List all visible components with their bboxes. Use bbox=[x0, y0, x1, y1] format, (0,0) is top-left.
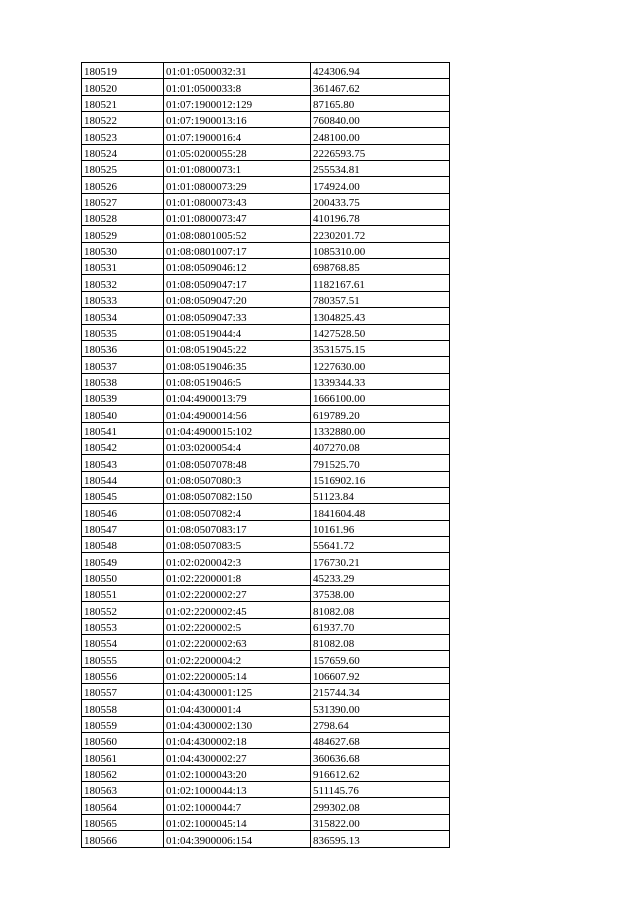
table-row bbox=[82, 749, 450, 765]
table-row bbox=[82, 95, 450, 111]
cadastral-number-cell: 01:01:0800073:29 bbox=[164, 177, 311, 193]
value-cell: 511145.76 bbox=[311, 782, 450, 798]
cadastral-number-cell: 01:02:1000043:20 bbox=[164, 765, 311, 781]
table-body bbox=[82, 63, 450, 848]
cadastral-number-cell: 01:04:4900014:56 bbox=[164, 406, 311, 422]
cadastral-number-cell: 01:04:4900013:79 bbox=[164, 389, 311, 405]
row-id-cell: 180530 bbox=[82, 242, 164, 258]
value-cell: 1304825.43 bbox=[311, 308, 450, 324]
table-row bbox=[82, 504, 450, 520]
row-id-cell: 180566 bbox=[82, 831, 164, 847]
table-row bbox=[82, 602, 450, 618]
value-cell: 360636.68 bbox=[311, 749, 450, 765]
table-row bbox=[82, 193, 450, 209]
table-row bbox=[82, 422, 450, 438]
row-id-cell: 180563 bbox=[82, 782, 164, 798]
value-cell: 55641.72 bbox=[311, 536, 450, 552]
value-cell: 299302.08 bbox=[311, 798, 450, 814]
table-row bbox=[82, 536, 450, 552]
value-cell: 760840.00 bbox=[311, 112, 450, 128]
cadastral-number-cell: 01:02:1000044:13 bbox=[164, 782, 311, 798]
table-row bbox=[82, 798, 450, 814]
cadastral-number-cell: 01:01:0800073:43 bbox=[164, 193, 311, 209]
table-row bbox=[82, 340, 450, 356]
table-row bbox=[82, 831, 450, 847]
cadastral-number-cell: 01:08:0509047:17 bbox=[164, 275, 311, 291]
table-row bbox=[82, 586, 450, 602]
value-cell: 315822.00 bbox=[311, 814, 450, 830]
table-row bbox=[82, 144, 450, 160]
value-cell: 174924.00 bbox=[311, 177, 450, 193]
value-cell: 484627.68 bbox=[311, 733, 450, 749]
cadastral-number-cell: 01:08:0509047:33 bbox=[164, 308, 311, 324]
cadastral-number-cell: 01:01:0800073:1 bbox=[164, 161, 311, 177]
cadastral-number-cell: 01:08:0801007:17 bbox=[164, 242, 311, 258]
table-row bbox=[82, 487, 450, 503]
table-row bbox=[82, 569, 450, 585]
row-id-cell: 180534 bbox=[82, 308, 164, 324]
table-row bbox=[82, 389, 450, 405]
value-cell: 3531575.15 bbox=[311, 340, 450, 356]
row-id-cell: 180525 bbox=[82, 161, 164, 177]
data-table bbox=[81, 62, 450, 848]
value-cell: 619789.20 bbox=[311, 406, 450, 422]
value-cell: 10161.96 bbox=[311, 520, 450, 536]
cadastral-number-cell: 01:04:4900015:102 bbox=[164, 422, 311, 438]
cadastral-number-cell: 01:01:0500033:8 bbox=[164, 79, 311, 95]
value-cell: 1841604.48 bbox=[311, 504, 450, 520]
row-id-cell: 180552 bbox=[82, 602, 164, 618]
row-id-cell: 180556 bbox=[82, 667, 164, 683]
cadastral-number-cell: 01:08:0509046:12 bbox=[164, 259, 311, 275]
cadastral-number-cell: 01:02:2200004:2 bbox=[164, 651, 311, 667]
value-cell: 1332880.00 bbox=[311, 422, 450, 438]
row-id-cell: 180542 bbox=[82, 438, 164, 454]
row-id-cell: 180555 bbox=[82, 651, 164, 667]
table-row bbox=[82, 471, 450, 487]
cadastral-number-cell: 01:05:0200055:28 bbox=[164, 144, 311, 160]
row-id-cell: 180521 bbox=[82, 95, 164, 111]
row-id-cell: 180547 bbox=[82, 520, 164, 536]
cadastral-number-cell: 01:01:0800073:47 bbox=[164, 210, 311, 226]
cadastral-number-cell: 01:04:4300001:125 bbox=[164, 684, 311, 700]
row-id-cell: 180558 bbox=[82, 700, 164, 716]
cadastral-number-cell: 01:02:2200002:63 bbox=[164, 635, 311, 651]
value-cell: 2230201.72 bbox=[311, 226, 450, 242]
table-row bbox=[82, 128, 450, 144]
table-row bbox=[82, 684, 450, 700]
cadastral-number-cell: 01:04:4300001:4 bbox=[164, 700, 311, 716]
value-cell: 1427528.50 bbox=[311, 324, 450, 340]
row-id-cell: 180543 bbox=[82, 455, 164, 471]
cadastral-number-cell: 01:04:4300002:27 bbox=[164, 749, 311, 765]
value-cell: 200433.75 bbox=[311, 193, 450, 209]
value-cell: 836595.13 bbox=[311, 831, 450, 847]
value-cell: 2226593.75 bbox=[311, 144, 450, 160]
value-cell: 255534.81 bbox=[311, 161, 450, 177]
value-cell: 424306.94 bbox=[311, 63, 450, 79]
cadastral-number-cell: 01:02:2200005:14 bbox=[164, 667, 311, 683]
cadastral-number-cell: 01:07:1900016:4 bbox=[164, 128, 311, 144]
row-id-cell: 180536 bbox=[82, 340, 164, 356]
value-cell: 81082.08 bbox=[311, 602, 450, 618]
table-row bbox=[82, 455, 450, 471]
row-id-cell: 180527 bbox=[82, 193, 164, 209]
value-cell: 248100.00 bbox=[311, 128, 450, 144]
cadastral-number-cell: 01:08:0507083:5 bbox=[164, 536, 311, 552]
cadastral-number-cell: 01:02:1000044:7 bbox=[164, 798, 311, 814]
table-row bbox=[82, 553, 450, 569]
table-row bbox=[82, 618, 450, 634]
cadastral-number-cell: 01:08:0519046:35 bbox=[164, 357, 311, 373]
value-cell: 2798.64 bbox=[311, 716, 450, 732]
value-cell: 698768.85 bbox=[311, 259, 450, 275]
row-id-cell: 180565 bbox=[82, 814, 164, 830]
table-row bbox=[82, 700, 450, 716]
row-id-cell: 180537 bbox=[82, 357, 164, 373]
cadastral-number-cell: 01:08:0507080:3 bbox=[164, 471, 311, 487]
value-cell: 410196.78 bbox=[311, 210, 450, 226]
row-id-cell: 180550 bbox=[82, 569, 164, 585]
row-id-cell: 180535 bbox=[82, 324, 164, 340]
cadastral-number-cell: 01:03:0200054:4 bbox=[164, 438, 311, 454]
table-row bbox=[82, 63, 450, 79]
cadastral-number-cell: 01:02:1000045:14 bbox=[164, 814, 311, 830]
table-row bbox=[82, 210, 450, 226]
value-cell: 407270.08 bbox=[311, 438, 450, 454]
cadastral-number-cell: 01:07:1900013:16 bbox=[164, 112, 311, 128]
table-row bbox=[82, 242, 450, 258]
table-row bbox=[82, 373, 450, 389]
cadastral-number-cell: 01:02:2200002:27 bbox=[164, 586, 311, 602]
table-row bbox=[82, 667, 450, 683]
table-row bbox=[82, 275, 450, 291]
row-id-cell: 180554 bbox=[82, 635, 164, 651]
cadastral-number-cell: 01:01:0500032:31 bbox=[164, 63, 311, 79]
cadastral-number-cell: 01:08:0519046:5 bbox=[164, 373, 311, 389]
cadastral-number-cell: 01:04:4300002:18 bbox=[164, 733, 311, 749]
value-cell: 1182167.61 bbox=[311, 275, 450, 291]
table-row bbox=[82, 79, 450, 95]
table-row bbox=[82, 651, 450, 667]
cadastral-number-cell: 01:02:2200002:5 bbox=[164, 618, 311, 634]
table-row bbox=[82, 324, 450, 340]
row-id-cell: 180548 bbox=[82, 536, 164, 552]
value-cell: 61937.70 bbox=[311, 618, 450, 634]
row-id-cell: 180561 bbox=[82, 749, 164, 765]
cadastral-number-cell: 01:08:0507082:150 bbox=[164, 487, 311, 503]
table-row bbox=[82, 733, 450, 749]
table-row bbox=[82, 259, 450, 275]
row-id-cell: 180541 bbox=[82, 422, 164, 438]
cadastral-number-cell: 01:08:0509047:20 bbox=[164, 291, 311, 307]
row-id-cell: 180544 bbox=[82, 471, 164, 487]
value-cell: 1085310.00 bbox=[311, 242, 450, 258]
value-cell: 791525.70 bbox=[311, 455, 450, 471]
row-id-cell: 180564 bbox=[82, 798, 164, 814]
row-id-cell: 180526 bbox=[82, 177, 164, 193]
row-id-cell: 180524 bbox=[82, 144, 164, 160]
table-row bbox=[82, 226, 450, 242]
row-id-cell: 180531 bbox=[82, 259, 164, 275]
row-id-cell: 180560 bbox=[82, 733, 164, 749]
table-row bbox=[82, 357, 450, 373]
table-row bbox=[82, 782, 450, 798]
value-cell: 531390.00 bbox=[311, 700, 450, 716]
value-cell: 1227630.00 bbox=[311, 357, 450, 373]
row-id-cell: 180545 bbox=[82, 487, 164, 503]
table-row bbox=[82, 635, 450, 651]
value-cell: 87165.80 bbox=[311, 95, 450, 111]
value-cell: 1666100.00 bbox=[311, 389, 450, 405]
table-row bbox=[82, 765, 450, 781]
table-row bbox=[82, 520, 450, 536]
table-row bbox=[82, 291, 450, 307]
value-cell: 45233.29 bbox=[311, 569, 450, 585]
value-cell: 176730.21 bbox=[311, 553, 450, 569]
value-cell: 106607.92 bbox=[311, 667, 450, 683]
cadastral-number-cell: 01:08:0519045:22 bbox=[164, 340, 311, 356]
table-row bbox=[82, 161, 450, 177]
cadastral-number-cell: 01:08:0507078:48 bbox=[164, 455, 311, 471]
table-row bbox=[82, 177, 450, 193]
cadastral-number-cell: 01:02:2200001:8 bbox=[164, 569, 311, 585]
row-id-cell: 180559 bbox=[82, 716, 164, 732]
value-cell: 157659.60 bbox=[311, 651, 450, 667]
value-cell: 1516902.16 bbox=[311, 471, 450, 487]
table-row bbox=[82, 716, 450, 732]
table-row bbox=[82, 814, 450, 830]
cadastral-number-cell: 01:02:0200042:3 bbox=[164, 553, 311, 569]
value-cell: 916612.62 bbox=[311, 765, 450, 781]
table-row bbox=[82, 406, 450, 422]
row-id-cell: 180562 bbox=[82, 765, 164, 781]
cadastral-number-cell: 01:08:0507082:4 bbox=[164, 504, 311, 520]
row-id-cell: 180546 bbox=[82, 504, 164, 520]
cadastral-number-cell: 01:04:3900006:154 bbox=[164, 831, 311, 847]
cadastral-number-cell: 01:07:1900012:129 bbox=[164, 95, 311, 111]
value-cell: 37538.00 bbox=[311, 586, 450, 602]
cadastral-number-cell: 01:08:0801005:52 bbox=[164, 226, 311, 242]
value-cell: 51123.84 bbox=[311, 487, 450, 503]
value-cell: 1339344.33 bbox=[311, 373, 450, 389]
row-id-cell: 180538 bbox=[82, 373, 164, 389]
row-id-cell: 180519 bbox=[82, 63, 164, 79]
row-id-cell: 180532 bbox=[82, 275, 164, 291]
row-id-cell: 180540 bbox=[82, 406, 164, 422]
table-row bbox=[82, 438, 450, 454]
value-cell: 81082.08 bbox=[311, 635, 450, 651]
row-id-cell: 180522 bbox=[82, 112, 164, 128]
value-cell: 215744.34 bbox=[311, 684, 450, 700]
row-id-cell: 180528 bbox=[82, 210, 164, 226]
table-row bbox=[82, 112, 450, 128]
row-id-cell: 180553 bbox=[82, 618, 164, 634]
row-id-cell: 180549 bbox=[82, 553, 164, 569]
row-id-cell: 180523 bbox=[82, 128, 164, 144]
value-cell: 780357.51 bbox=[311, 291, 450, 307]
cadastral-number-cell: 01:02:2200002:45 bbox=[164, 602, 311, 618]
value-cell: 361467.62 bbox=[311, 79, 450, 95]
cadastral-number-cell: 01:08:0507083:17 bbox=[164, 520, 311, 536]
row-id-cell: 180539 bbox=[82, 389, 164, 405]
cadastral-number-cell: 01:08:0519044:4 bbox=[164, 324, 311, 340]
table-row bbox=[82, 308, 450, 324]
cadastral-number-cell: 01:04:4300002:130 bbox=[164, 716, 311, 732]
row-id-cell: 180551 bbox=[82, 586, 164, 602]
row-id-cell: 180529 bbox=[82, 226, 164, 242]
row-id-cell: 180557 bbox=[82, 684, 164, 700]
row-id-cell: 180520 bbox=[82, 79, 164, 95]
row-id-cell: 180533 bbox=[82, 291, 164, 307]
